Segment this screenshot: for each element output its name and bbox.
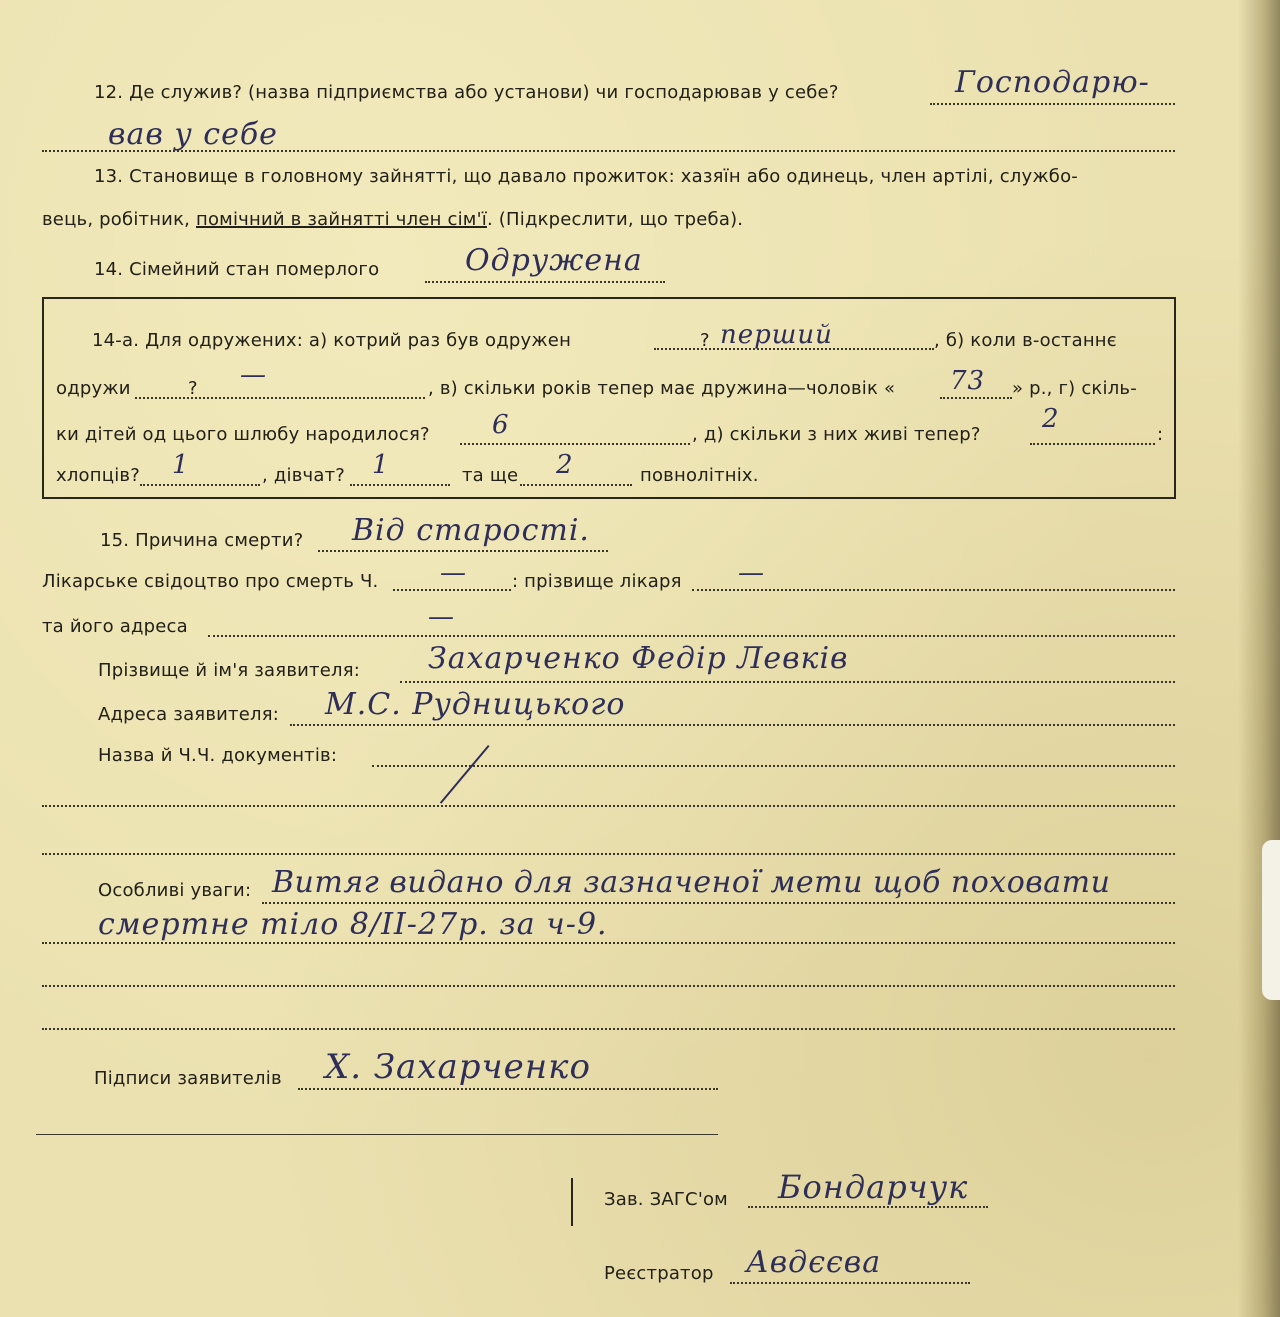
- q13-line-2: [42, 209, 743, 231]
- medical-doctor-label: : прізвище лікаря: [512, 571, 682, 592]
- q14a-alive-line: [1030, 443, 1155, 445]
- applicant-address-label: Адреса заявителя:: [98, 704, 280, 725]
- remarks-line-2: [42, 942, 1175, 944]
- q14a-girls-answer: 1: [372, 450, 390, 480]
- q14a-line3-label: ки дітей од цього шлюбу народилося?: [56, 424, 430, 445]
- q14-label: 14. Сімейний стан померлого: [94, 259, 380, 280]
- remarks-text-1: Витяг видано для зазначеної мети щоб поховати: [272, 865, 1111, 900]
- q14-answer-line: [425, 281, 665, 283]
- q14a-when-answer: —: [240, 360, 267, 390]
- head-label: Зав. ЗАГС'ом: [604, 1189, 728, 1210]
- q14a-age-answer: 73: [950, 366, 986, 396]
- q14a-girls-label: , дівчат?: [262, 465, 346, 486]
- q14a-line1-label: 14-а. Для одружених: а) котрий раз був одружен: [92, 330, 572, 351]
- q12-answer-1: Господарю-: [955, 65, 1150, 100]
- q14a-children-line: [460, 443, 690, 445]
- remarks-line-4: [42, 1028, 1175, 1030]
- q12-label: 12. Де служив? (назва підприємства або установи) чи господарював у себе?: [94, 82, 839, 103]
- remarks-line-1: [262, 902, 1175, 904]
- docs-blank-line: [42, 805, 1175, 807]
- q13-text-after: . (Підкреслити, що треба).: [486, 209, 744, 230]
- q13-line-1: 13. Становище в головному зайнятті, що давало прожиток: хазяїн або одинець, член артілі, службо-: [94, 166, 1078, 187]
- q14a-alive-answer: 2: [1042, 404, 1060, 434]
- applicant-name-label: Прізвище й ім'я заявителя:: [98, 660, 360, 681]
- applicant-docs-line: [372, 765, 1175, 767]
- medical-cert-label: Лікарське свідоцтво про смерть Ч.: [42, 571, 379, 592]
- q14a-qmark-1: ?: [700, 330, 710, 351]
- page-edge-shadow: [1238, 0, 1280, 1317]
- applicant-signature-label: Підписи заявителів: [94, 1068, 282, 1089]
- page-torn-edge: [1262, 840, 1280, 1000]
- signature-separator-line: [36, 1134, 718, 1135]
- medical-address-line: [208, 635, 1175, 637]
- q14a-line3-tail: :: [1157, 424, 1164, 445]
- applicant-name-line: [400, 681, 1175, 683]
- blank-line-2: [42, 853, 1175, 855]
- q14a-line2-label: одружи: [56, 378, 131, 399]
- q14a-times-answer: перший: [720, 320, 833, 350]
- q14a-line3-mid: , д) скільки з них живі тепер?: [692, 424, 981, 445]
- q15-answer-line: [318, 550, 608, 552]
- q14a-adults-line: [520, 484, 632, 486]
- q14a-girls-line: [350, 484, 450, 486]
- q14a-line2-tail: » р., г) скіль-: [1012, 378, 1137, 399]
- remarks-line-3: [42, 985, 1175, 987]
- applicant-signature-line: [298, 1088, 718, 1090]
- q14a-line1-tail: , б) коли в-останнє: [934, 330, 1117, 351]
- medical-address-label: та його адреса: [42, 616, 188, 637]
- q12-answer-line: [930, 103, 1175, 105]
- q14a-boys-label: хлопців?: [56, 465, 140, 486]
- q14a-adults-answer: 2: [556, 450, 574, 480]
- q13-text-before: вець, робітник,: [42, 209, 191, 230]
- q15-label: 15. Причина смерти?: [100, 530, 304, 551]
- applicant-address-line: [290, 724, 1175, 726]
- q14a-adults-label: та ще: [462, 465, 519, 486]
- q12-answer-2: вав у себе: [108, 117, 278, 152]
- margin-stroke: [571, 1178, 573, 1226]
- q14a-boys-answer: 1: [172, 450, 190, 480]
- q14a-children-answer: 6: [492, 410, 510, 440]
- remarks-label: Особливі уваги:: [98, 880, 252, 901]
- medical-doctor-answer: —: [738, 558, 765, 588]
- registrar-label: Реєстратор: [604, 1263, 714, 1284]
- q14a-qmark-2: ?: [188, 378, 198, 399]
- q13-underlined-option: помічний в зайнятті член сім'ї: [196, 209, 487, 230]
- q14a-age-line: [940, 397, 1012, 399]
- registrar-signature-line: [730, 1282, 970, 1284]
- q15-answer: Від старості.: [352, 513, 590, 548]
- q14-answer: Одружена: [465, 243, 643, 278]
- applicant-docs-label: Назва й Ч.Ч. документів:: [98, 745, 338, 766]
- medical-address-answer: —: [428, 602, 455, 632]
- q14a-boys-line: [140, 484, 260, 486]
- q14a-adults-tail: повнолітніх.: [640, 465, 759, 486]
- applicant-signature: Х. Захарченко: [325, 1047, 591, 1087]
- remarks-text-2: смертне тіло 8/II-27р. за ч-9.: [98, 907, 608, 942]
- medical-cert-answer: —: [440, 558, 467, 588]
- head-signature: Бондарчук: [778, 1168, 969, 1206]
- q14a-line2-mid: , в) скільки років тепер має дружина—чоловік «: [428, 378, 896, 399]
- head-signature-line: [748, 1206, 988, 1208]
- docs-dash-stroke: [440, 745, 490, 804]
- applicant-name-answer: Захарченко Федір Левків: [428, 641, 849, 676]
- applicant-address-answer: М.С. Рудницького: [325, 687, 626, 722]
- registrar-signature: Авдєєва: [746, 1245, 882, 1280]
- q14a-when-line: [135, 397, 425, 399]
